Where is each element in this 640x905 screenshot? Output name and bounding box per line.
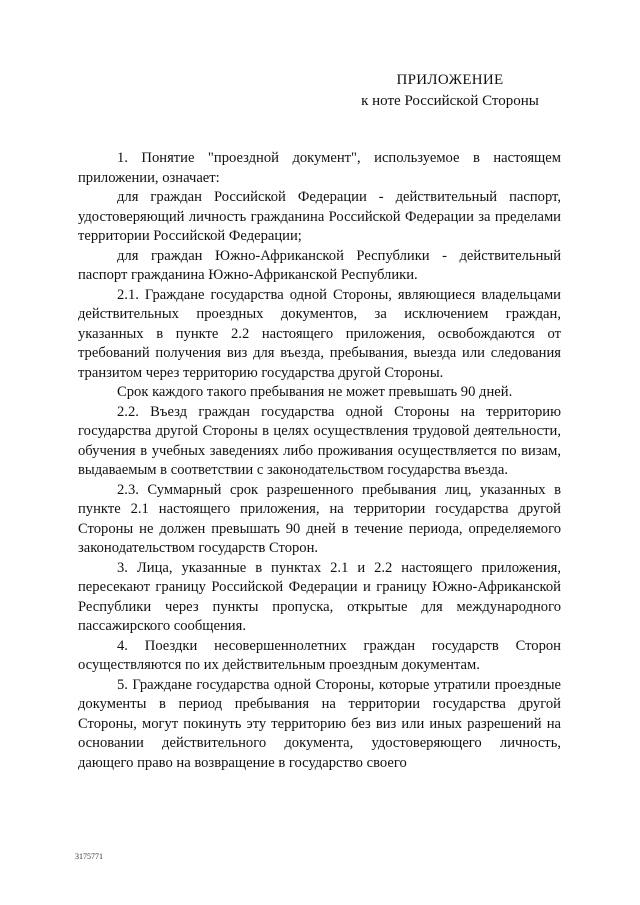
appendix-title: ПРИЛОЖЕНИЕ: [396, 72, 504, 88]
appendix-header: [330, 70, 570, 112]
paragraph-1: 1. Понятие "проездной документ", используемое в настоящем приложении, означает:: [78, 150, 561, 186]
paragraph-3: 3. Лица, указанные в пунктах 2.1 и 2.2 настоящего приложения, пересекают границу Российской Федерации и границу Южно-Африканской Республики через пункты пропуска, открытые для международного пассажирского сообщения.: [78, 559, 561, 634]
paragraph-5: 5. Граждане государства одной Стороны, которые утратили проездные документы в период пребывания на территории государства другой Стороны, могут покинуть эту территорию без виз или иных разрешений на основании действительного документа, удостоверяющего личность, дающего право на возвращение в государство своего: [78, 676, 561, 771]
paragraph-2-1-term: Срок каждого такого пребывания не может превышать 90 дней.: [117, 384, 513, 400]
paragraph-1-rf: для граждан Российской Федерации - действительный паспорт, удостоверяющий личность гражданина Российской Федерации за пределами территории Российской Федерации;: [78, 189, 561, 244]
document-body: [78, 149, 561, 773]
paragraph-2-1: 2.1. Граждане государства одной Стороны, являющиеся владельцами действительных проездных документов, за исключением граждан, указанных в пункте 2.2 настоящего приложения, освобождаются от требований получения виз для въезда, пребывания, выезда или следования транзитом через территорию государства другой Стороны.: [78, 286, 561, 381]
paragraph-4: 4. Поездки несовершеннолетних граждан государств Сторон осуществляются по их действительным проездным документам.: [78, 637, 561, 673]
paragraph-1-sa: для граждан Южно-Африканской Республики - действительный паспорт гражданина Южно-Африканской Республики.: [78, 247, 561, 283]
paragraph-2-3: 2.3. Суммарный срок разрешенного пребывания лиц, указанных в пункте 2.1 настоящего приложения, на территории государства другой Стороны не должен превышать 90 дней в течение периода, определяемого законодательством государств Сторон.: [78, 481, 561, 556]
document-code: 3175771: [75, 852, 103, 861]
appendix-subtitle: к ноте Российской Стороны: [361, 93, 539, 109]
paragraph-2-2: 2.2. Въезд граждан государства одной Стороны на территорию государства другой Стороны в целях осуществления трудовой деятельности, обучения в учебных заведениях либо проживания осуществляется по визам, выдаваемым в соответствии с законодательством государства въезда.: [78, 403, 561, 478]
